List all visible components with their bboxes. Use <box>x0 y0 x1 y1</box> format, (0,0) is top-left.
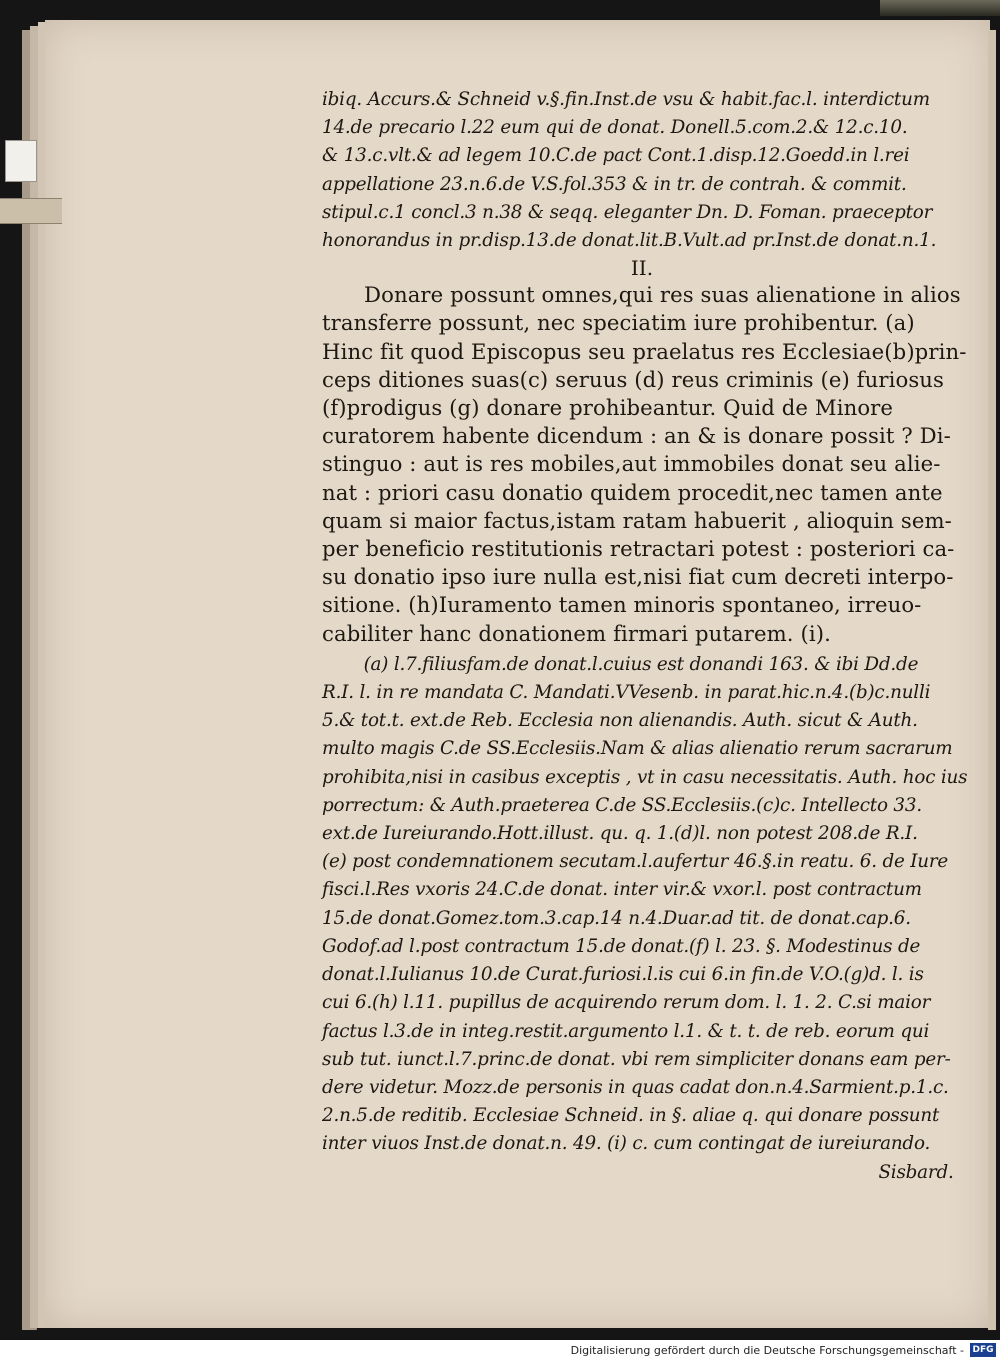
footnote-line: stipul.c.1 concl.3 n.38 & seqq. eleganter Dn. D. Foman. praeceptor <box>322 201 933 223</box>
body-line: sitione. (h)Iuramento tamen minoris spontaneo, irreuo- <box>322 592 922 618</box>
footnote-line: ibiq. Accurs.& Schneid v.§.fin.Inst.de vsu & habit.fac.l. interdictum <box>322 89 930 110</box>
body-line: (f)prodigus (g) donare prohibeantur. Quid de Minore <box>322 395 894 421</box>
footnote-line: & 13.c.vlt.& ad legem 10.C.de pact Cont.1.disp.12.Goedd.in l.rei <box>322 145 910 167</box>
footnotes-bottom <box>322 651 968 1159</box>
body-line: curatorem habente dicendum : an & is donare possit ? Di- <box>322 423 951 449</box>
footnote-line: R.I. l. in re mandata C. Mandati.VVesenb. in parat.hic.n.4.(b)c.nulli <box>322 682 931 704</box>
body-line: ceps ditiones suas(c) seruus (d) reus criminis (e) furiosus <box>322 366 945 392</box>
body-line: nat : priori casu donatio quidem procedit,nec tamen ante <box>322 479 943 505</box>
dfg-logo: DFG <box>970 1343 996 1357</box>
footnote-line: 14.de precario l.22 eum qui de donat. Donell.5.com.2.& 12.c.10. <box>322 117 908 139</box>
binding-strip <box>880 0 1000 16</box>
footnote-line: (e) post condemnationem secutam.l.aufertur 46.§.in reatu. 6. de Iure <box>322 851 949 873</box>
footnote-line: fisci.l.Res vxoris 24.C.de donat. inter vir.& vxor.l. post contractum <box>322 879 922 901</box>
bookmark-tab <box>5 140 37 182</box>
body-line: cabiliter hanc donationem firmari putarem. (i). <box>322 620 831 646</box>
body-text <box>322 281 967 648</box>
footnotes-top <box>322 86 962 255</box>
body-line: per beneficio restitutionis retractari potest : posteriori ca- <box>322 536 955 562</box>
digitization-footer <box>0 1340 1000 1360</box>
footnote-line: honorandus in pr.disp.13.de donat.lit.B.Vult.ad pr.Inst.de donat.n.1. <box>322 230 937 252</box>
footnote-line: 2.n.5.de reditib. Ecclesiae Schneid. in §. aliae q. qui donare possunt <box>322 1105 940 1127</box>
footnote-line: inter viuos Inst.de donat.n. 49. (i) c. cum contingat de iureiurando. <box>322 1133 931 1155</box>
footnote-line: (a) l.7.filiusfam.de donat.l.cuius est donandi 163. & ibi Dd.de <box>363 653 919 675</box>
page-text <box>322 86 968 1187</box>
footnote-line: sub tut. iunct.l.7.princ.de donat. vbi rem simpliciter donans eam per- <box>322 1048 951 1070</box>
body-line: quam si maior factus,istam ratam habuerit , alioquin sem- <box>322 507 952 533</box>
section-number: II. <box>630 256 654 281</box>
footnote-line: porrectum: & Auth.praeterea C.de SS.Ecclesiis.(c)c. Intellecto 33. <box>322 794 922 816</box>
footnote-line: 5.& tot.t. ext.de Reb. Ecclesia non alienandis. Auth. sicut & Auth. <box>322 710 918 732</box>
footnote-line: multo magis C.de SS.Ecclesiis.Nam & alias alienatio rerum sacrarum <box>322 738 953 760</box>
footnote-line: donat.l.Iulianus 10.de Curat.furiosi.l.is cui 6.in fin.de V.O.(g)d. l. is <box>322 964 924 986</box>
body-line: Hinc fit quod Episcopus seu praelatus res Ecclesiae(b)prin- <box>322 338 967 364</box>
binding-band <box>0 198 62 224</box>
footnote-line: appellatione 23.n.6.de V.S.fol.353 & in tr. de contrah. & commit. <box>322 173 907 195</box>
footnote-line: cui 6.(h) l.11. pupillus de acquirendo rerum dom. l. 1. 2. C.si maior <box>322 992 931 1014</box>
catchword: Sisbard. <box>878 1161 954 1183</box>
body-line: su donatio ipso iure nulla est,nisi fiat cum decreti interpo- <box>322 564 954 590</box>
body-line: stinguo : aut is res mobiles,aut immobiles donat seu alie- <box>322 451 941 477</box>
body-line: Donare possunt omnes,qui res suas alienatione in alios <box>364 282 961 308</box>
body-line: transferre possunt, nec speciatim iure prohibentur. (a) <box>322 310 915 336</box>
footer-text: Digitalisierung gefördert durch die Deutsche Forschungsgemeinschaft - <box>570 1343 964 1357</box>
footnote-line: dere videtur. Mozz.de personis in quas cadat don.n.4.Sarmient.p.1.c. <box>322 1076 949 1098</box>
footnote-line: 15.de donat.Gomez.tom.3.cap.14 n.4.Duar.ad tit. de donat.cap.6. <box>322 907 911 929</box>
footnote-line: factus l.3.de in integ.restit.argumento l.1. & t. t. de reb. eorum qui <box>322 1020 930 1042</box>
footnote-line: ext.de Iureiurando.Hott.illust. qu. q. 1.(d)l. non potest 208.de R.I. <box>322 823 918 845</box>
page-right-edge <box>988 30 996 1330</box>
footnote-line: Godof.ad l.post contractum 15.de donat.(f) l. 23. §. Modestinus de <box>322 935 921 957</box>
footnote-line: prohibita,nisi in casibus exceptis , vt in casu necessitatis. Auth. hoc ius <box>322 766 968 788</box>
